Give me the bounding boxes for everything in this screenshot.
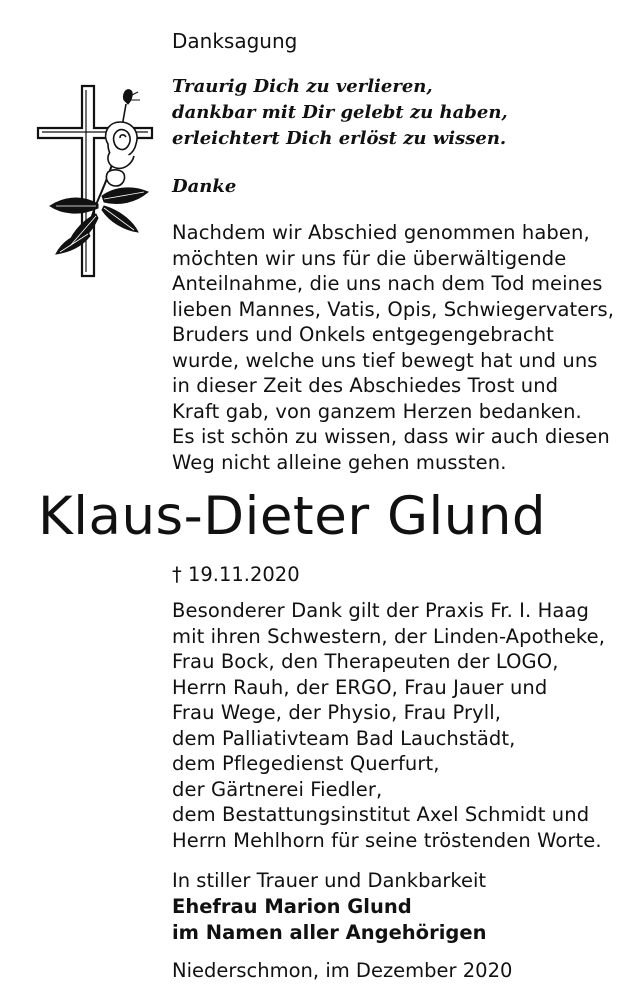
family-line: im Namen aller Angehörigen: [172, 921, 487, 944]
paragraph-line: dem Bestattungsinstitut Axel Schmidt und: [172, 803, 590, 826]
paragraph-line: dem Palliativteam Bad Lauchstädt,: [172, 726, 516, 750]
paragraph-line: Kraft gab, von ganzem Herzen bedanken.: [172, 399, 582, 423]
death-date: † 19.11.2020: [172, 563, 300, 586]
place-date: Niederschmon, im Dezember 2020: [172, 959, 513, 982]
paragraph-line: Herrn Rauh, der ERGO, Frau Jauer und: [172, 675, 548, 699]
paragraph-line: Besonderer Dank gilt der Praxis Fr. I. Haag: [172, 599, 589, 622]
closing-line: In stiller Trauer und Dankbarkeit: [172, 869, 487, 892]
paragraph-line: Nachdem wir Abschied genommen haben,: [172, 221, 590, 244]
deceased-name: Klaus-Dieter Glund: [38, 486, 547, 547]
poem-line: Traurig Dich zu verlieren,: [172, 76, 433, 97]
paragraph-line: wurde, welche uns tief bewegt hat und uns: [172, 348, 598, 372]
paragraph-line: Es ist schön zu wissen, dass wir auch diesen: [172, 425, 610, 448]
paragraph-line: möchten wir uns für die überwältigende: [172, 246, 567, 270]
signer-name: Ehefrau Marion Glund: [172, 895, 412, 918]
thanks-paragraph: [172, 220, 614, 475]
cross-with-rose-icon: [36, 82, 158, 278]
paragraph-line: in dieser Zeit des Abschiedes Trost und: [172, 374, 559, 397]
paragraph-line: Frau Wege, der Physio, Frau Pryll,: [172, 701, 502, 724]
paragraph-line: Anteilnahme, die uns nach dem Tod meines: [172, 272, 603, 295]
poem-line: dankbar mit Dir gelebt zu haben,: [172, 102, 508, 123]
closing-signature: [172, 868, 486, 946]
paragraph-line: Weg nicht alleine gehen mussten.: [172, 450, 507, 474]
paragraph-line: Herrn Mehlhorn für seine tröstenden Worte.: [172, 828, 602, 852]
paragraph-line: Bruders und Onkels entgegengebracht: [172, 323, 554, 346]
heading-danksagung: Danksagung: [172, 29, 298, 53]
paragraph-line: der Gärtnerei Fiedler,: [172, 777, 383, 801]
paragraph-line: dem Pflegedienst Querfurt,: [172, 752, 440, 775]
poem-verse: [172, 74, 508, 152]
poem-line: erleichtert Dich erlöst zu wissen.: [172, 128, 507, 149]
danke-heading: Danke: [172, 176, 237, 197]
paragraph-line: lieben Mannes, Vatis, Opis, Schwiegervaters,: [172, 297, 615, 321]
paragraph-line: mit ihren Schwestern, der Linden-Apotheke,: [172, 624, 606, 648]
paragraph-line: Frau Bock, den Therapeuten der LOGO,: [172, 650, 559, 673]
special-thanks-paragraph: [172, 598, 605, 853]
